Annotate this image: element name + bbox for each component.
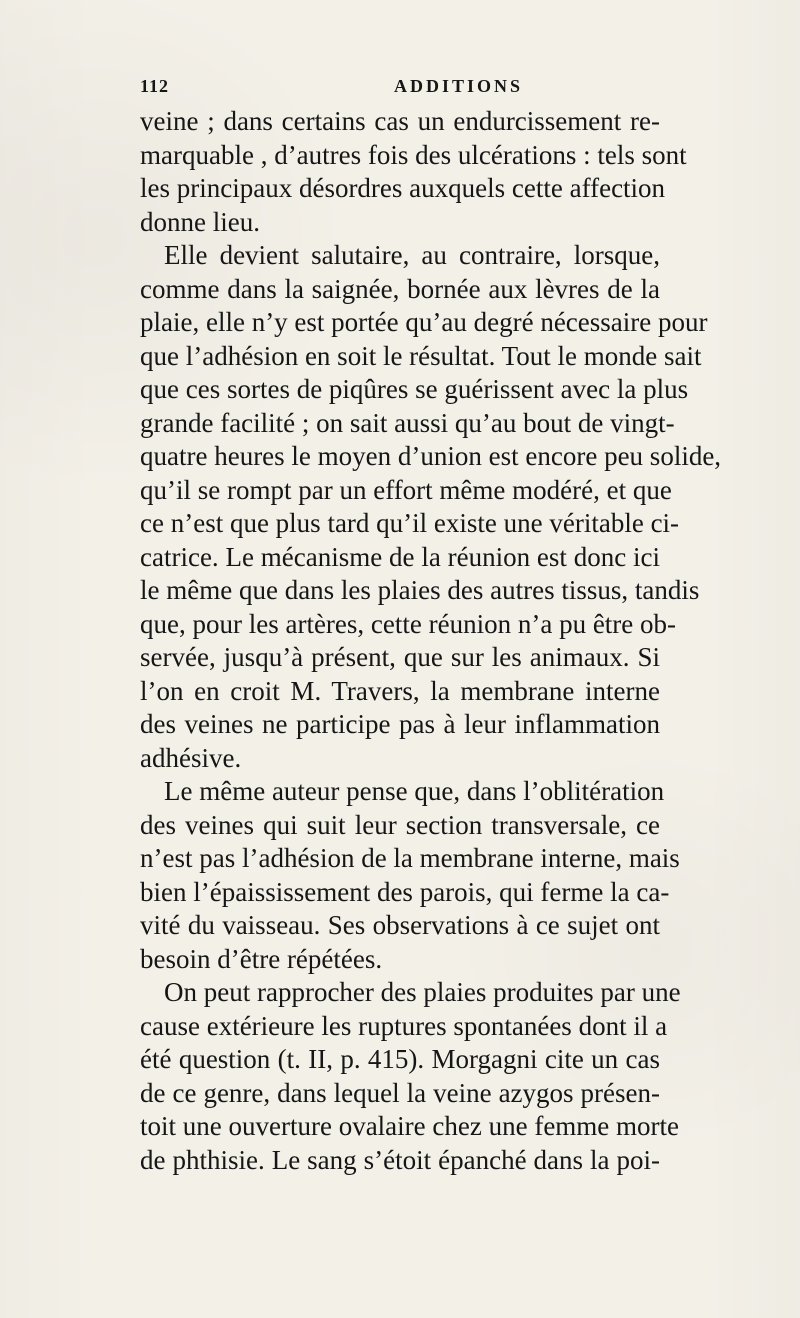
text-line-17: servée, jusqu’à présent, que sur les animaux. Si [140,642,660,672]
text-line-27: On peut rapprocher des plaies produites par une [164,977,681,1007]
text-line-10: grande facilité ; on sait aussi qu’au bout de vingt- [140,407,675,438]
text-line-6: comme dans la saignée, bornée aux lèvres de la [140,273,660,304]
text-line-3: les principaux désordres auxquels cette affection [140,173,666,203]
page-header [140,76,660,100]
text-line-21: Le même auteur pense que, dans l’oblitération [164,776,665,806]
text-line-18: l’on en croit M. Travers, la membrane interne [140,675,660,706]
text-line-11: quatre heures le moyen d’union est encore peu solide, [140,441,722,471]
text-line-19: des veines ne participe pas à leur inflammation [140,709,660,739]
page-number: 112 [140,76,170,96]
text-line-20: adhésive. [140,742,242,773]
text-line-1: veine ; dans certains cas un endurcissement re- [140,106,660,136]
text-line-23: n’est pas l’adhésion de la membrane interne, mais [140,843,680,873]
text-line-28: cause extérieure les ruptures spontanées dont il a [140,1010,668,1041]
text-line-25: vité du vaisseau. Ses observations à ce sujet ont [140,910,660,940]
text-line-16: que, pour les artères, cette réunion n’a pu être ob- [140,608,677,639]
text-line-22: des veines qui suit leur section transversale, ce [140,809,660,840]
body-text [140,105,722,1177]
text-line-9: que ces sortes de piqûres se guérissent avec la plus [140,374,689,404]
text-line-30: de ce genre, dans lequel la veine azygos présen- [140,1077,660,1108]
text-line-12: qu’il se rompt par un effort même modéré, et que [140,474,672,505]
text-line-5: Elle devient salutaire, au contraire, lorsque, [164,240,660,270]
text-line-31: toit une ouverture ovalaire chez une femme morte [140,1111,680,1141]
text-line-32: de phthisie. Le sang s’étoit épanché dans la poi- [140,1144,660,1175]
text-line-8: que l’adhésion en soit le résultat. Tout le monde sait [140,340,702,371]
running-title: ADDITIONS [394,76,524,96]
text-line-14: catrice. Le mécanisme de la réunion est donc ici [140,541,660,572]
text-line-7: plaie, elle n’y est portée qu’au degré nécessaire pour [140,307,708,337]
text-line-13: ce n’est que plus tard qu’il existe une véritable ci- [140,508,680,538]
text-line-2: marquable , d’autres fois des ulcérations : tels sont [140,139,687,170]
text-line-15: le même que dans les plaies des autres tissus, tandis [140,575,700,605]
text-line-24: bien l’épaississement des parois, qui ferme la ca- [140,876,670,907]
text-line-26: besoin d’être répétées. [140,943,383,974]
text-line-4: donne lieu. [140,206,260,237]
text-line-29: été question (t. II, p. 415). Morgagni cite un cas [140,1044,660,1074]
